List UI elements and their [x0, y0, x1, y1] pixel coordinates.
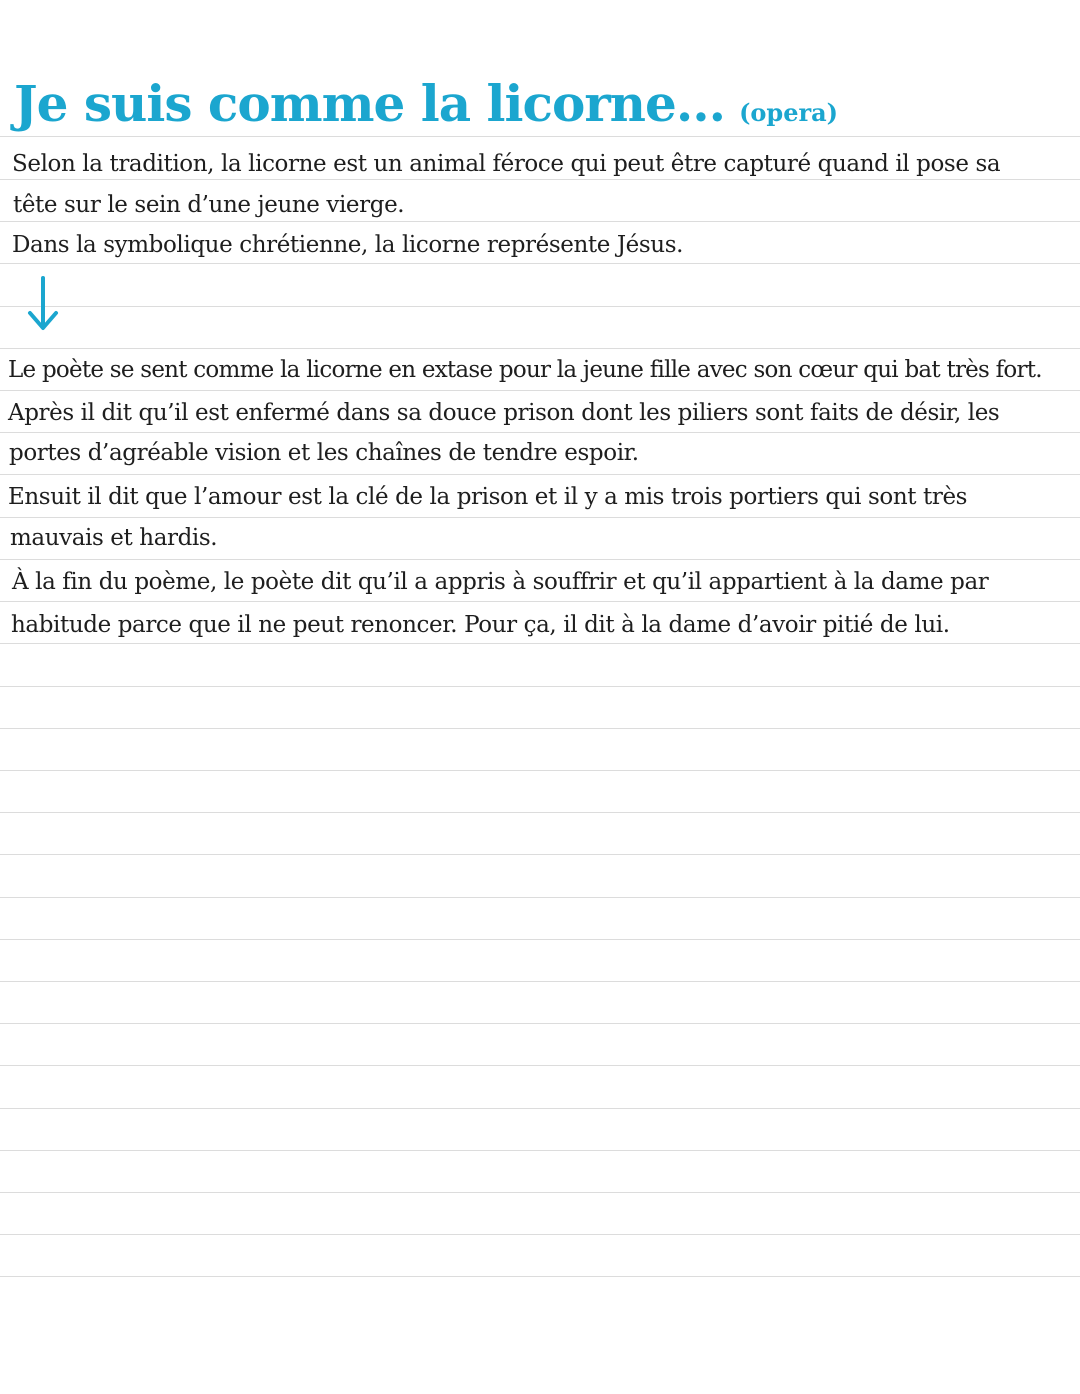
- ruled-line: [0, 812, 1080, 813]
- ruled-line: [0, 221, 1080, 222]
- analysis-line: portes d’agréable vision et les chaînes de tendre espoir.: [9, 440, 639, 466]
- title-subtitle: (opera): [739, 98, 839, 127]
- ruled-line: [0, 770, 1080, 771]
- ruled-line: [0, 1276, 1080, 1277]
- analysis-line: habitude parce que il ne peut renoncer. Pour ça, il dit à la dame d’avoir pitié de lui.: [11, 612, 950, 638]
- arrow-down-icon: [26, 276, 60, 334]
- analysis-line: Le poète se sent comme la licorne en extase pour la jeune fille avec son cœur qui bat très fort.: [8, 357, 1042, 383]
- ruled-line: [0, 897, 1080, 898]
- title-main: Je suis comme la licorne...: [14, 74, 726, 133]
- ruled-line: [0, 981, 1080, 982]
- ruled-line: [0, 1234, 1080, 1235]
- ruled-line: [0, 263, 1080, 264]
- ruled-line: [0, 1108, 1080, 1109]
- analysis-line: À la fin du poème, le poète dit qu’il a appris à souffrir et qu’il appartient à la dame par: [12, 569, 989, 595]
- intro-line: Dans la symbolique chrétienne, la licorne représente Jésus.: [12, 232, 684, 258]
- page-title: [14, 74, 838, 133]
- ruled-line: [0, 390, 1080, 391]
- analysis-line: mauvais et hardis.: [10, 525, 218, 551]
- ruled-line: [0, 179, 1080, 180]
- ruled-line: [0, 136, 1080, 137]
- ruled-line: [0, 686, 1080, 687]
- ruled-line: [0, 1150, 1080, 1151]
- analysis-line: Ensuit il dit que l’amour est la clé de la prison et il y a mis trois portiers qui sont très: [8, 484, 968, 510]
- ruled-line: [0, 939, 1080, 940]
- ruled-line: [0, 643, 1080, 644]
- ruled-line: [0, 601, 1080, 602]
- ruled-line: [0, 559, 1080, 560]
- ruled-line: [0, 474, 1080, 475]
- ruled-line: [0, 306, 1080, 307]
- ruled-line: [0, 432, 1080, 433]
- ruled-line: [0, 728, 1080, 729]
- ruled-line: [0, 517, 1080, 518]
- intro-line: Selon la tradition, la licorne est un animal féroce qui peut être capturé quand il pose sa: [12, 151, 1001, 177]
- ruled-line: [0, 348, 1080, 349]
- ruled-line: [0, 1023, 1080, 1024]
- ruled-line: [0, 854, 1080, 855]
- ruled-line: [0, 1065, 1080, 1066]
- ruled-line: [0, 1192, 1080, 1193]
- analysis-line: Après il dit qu’il est enfermé dans sa douce prison dont les piliers sont faits de désir, les: [8, 400, 1000, 426]
- intro-line: tête sur le sein d’une jeune vierge.: [13, 192, 405, 218]
